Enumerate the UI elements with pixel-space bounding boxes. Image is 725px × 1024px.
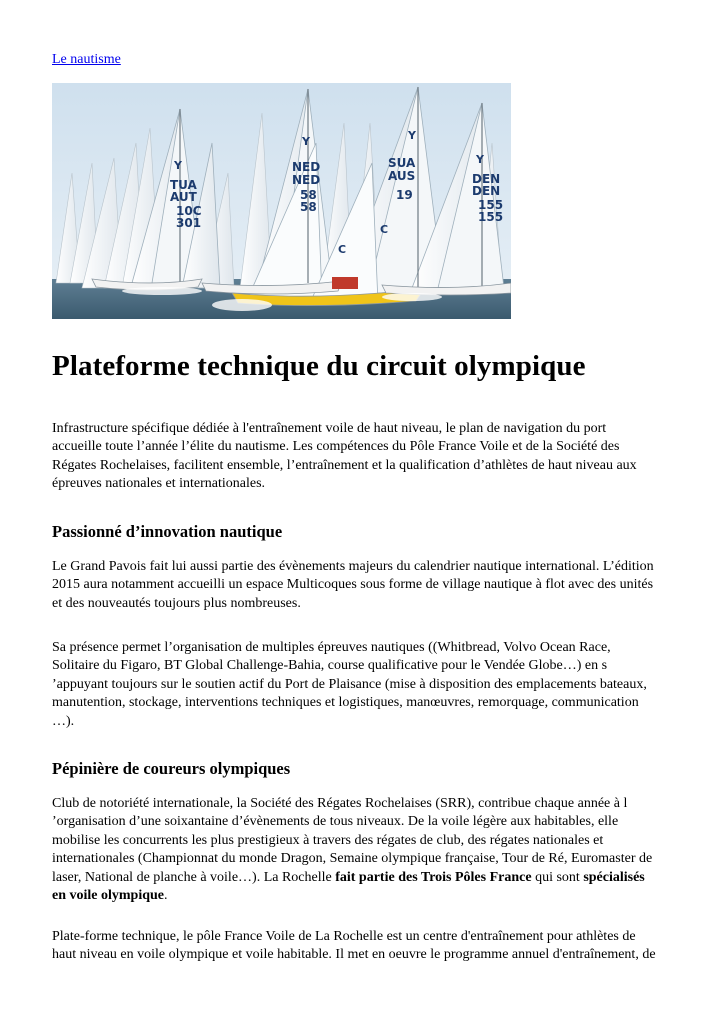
sail-text-2b: NED [292, 173, 321, 187]
text-line [52, 869, 672, 887]
sail-text-4b: DEN [472, 184, 501, 198]
sail-text-1d: 301 [176, 216, 202, 230]
section2-paragraph-2 [52, 928, 672, 965]
svg-text:C: C [338, 243, 347, 256]
sail-text-1b: AUT [170, 190, 197, 204]
svg-text:Y: Y [302, 135, 310, 148]
section-heading-pepiniere: Pépinière de coureurs olympiques [52, 759, 291, 778]
sail-text-1a: TUA [170, 178, 197, 192]
text-line: Plate-forme technique, le pôle France Voile de La Rochelle est un centre d'entraînement pour athlètes de [52, 929, 636, 944]
text-line: et des nouveautés toujours plus nombreuses. [52, 595, 301, 611]
text-line: 2015 aura notamment accueilli un espace Multicoques sous forme de village nautique à flot avec des unités [52, 577, 654, 593]
text-line: accueille toute l’année l’élite du nautisme. Les compétences du Pôle France Voile et de la Société des [52, 439, 620, 455]
sail-text-3c: 19 [396, 188, 413, 202]
section-heading-innovation: Passionné d’innovation nautique [52, 522, 283, 541]
text-segment: . [164, 888, 168, 904]
text-line: Sa présence permet l’organisation de multiples épreuves nautiques ((Whitbread, Volvo Ocean Race, [52, 640, 611, 655]
section1-paragraph-1 [52, 558, 672, 613]
section2-paragraph-1 [52, 795, 672, 905]
sail-text-2a: NED [292, 160, 321, 174]
text-line: haut niveau en voile olympique et voile habitable. Il met en oeuvre le programme annuel d'entraînement, de [52, 947, 656, 963]
text-segment: laser, National de planche à voile…). La Rochelle [52, 869, 336, 885]
text-line: …). [52, 713, 75, 729]
sail-text-4c: 155 [478, 198, 504, 212]
sail-text-3a: SUA [388, 156, 416, 170]
breadcrumb-link[interactable]: Le nautisme [52, 52, 121, 67]
text-line: épreuves nationales et internationales. [52, 476, 266, 492]
sail-text-4a: DEN [472, 172, 501, 186]
sail-text-2d: 58 [300, 200, 317, 214]
page-title: Plateforme technique du circuit olympique [52, 350, 586, 382]
sail-text-2c: 58 [300, 188, 317, 202]
section1-paragraph-2 [52, 639, 672, 731]
intro-paragraph [52, 420, 672, 494]
sail-text-3b: AUS [388, 169, 416, 183]
hero-image [52, 83, 511, 319]
text-line: internationales (Championnat du monde Dragon, Semaine olympique française, Tour de Ré, Euromaster de [52, 851, 653, 867]
text-line: Solitaire du Figaro, BT Global Challenge-Bahia, course qualificative pour le Vendée Globe…) en s [52, 658, 608, 674]
text-line [52, 887, 672, 905]
svg-text:Y: Y [408, 129, 416, 142]
text-line: ’organisation d’une soixantaine d’évènements de tous niveaux. De la voile légère aux habitables, elle [52, 814, 619, 830]
text-line: Régates Rochelaises, facilitent ensemble, l’entraînement et la qualification d’athlètes de haut niveau aux [52, 457, 637, 473]
sail-text-4d: 155 [478, 210, 504, 224]
text-line: Le Grand Pavois fait lui aussi partie des évènements majeurs du calendrier nautique international. L’édition [52, 559, 654, 574]
text-line: Infrastructure spécifique dédiée à l'entraînement voile de haut niveau, le plan de navigation du port [52, 421, 607, 436]
text-line: ’appuyant toujours sur le soutien actif du Port de Plaisance (mise à disposition des emplacements bateaux, [52, 676, 647, 692]
bold-text: fait partie des Trois Pôles France [335, 869, 532, 885]
text-line: Club de notoriété internationale, la Société des Régates Rochelaises (SRR), contribue chaque année à l [52, 796, 628, 811]
svg-text:Y: Y [174, 159, 182, 172]
svg-text:Y: Y [476, 153, 484, 166]
bold-text: en voile olympique [52, 888, 165, 904]
bold-text: spécialisés [583, 869, 645, 885]
text-line: manutention, stockage, interventions techniques et logistiques, manœuvres, remorquage, communication [52, 695, 639, 711]
svg-text:C: C [380, 223, 389, 236]
text-segment: qui sont [531, 869, 584, 885]
sail-text-1c: 10C [176, 204, 202, 218]
sailing-regatta-illustration [52, 83, 511, 319]
text-line: mobilise les concurrents les plus prestigieux à travers des régates de club, des régates nationales et [52, 832, 604, 848]
